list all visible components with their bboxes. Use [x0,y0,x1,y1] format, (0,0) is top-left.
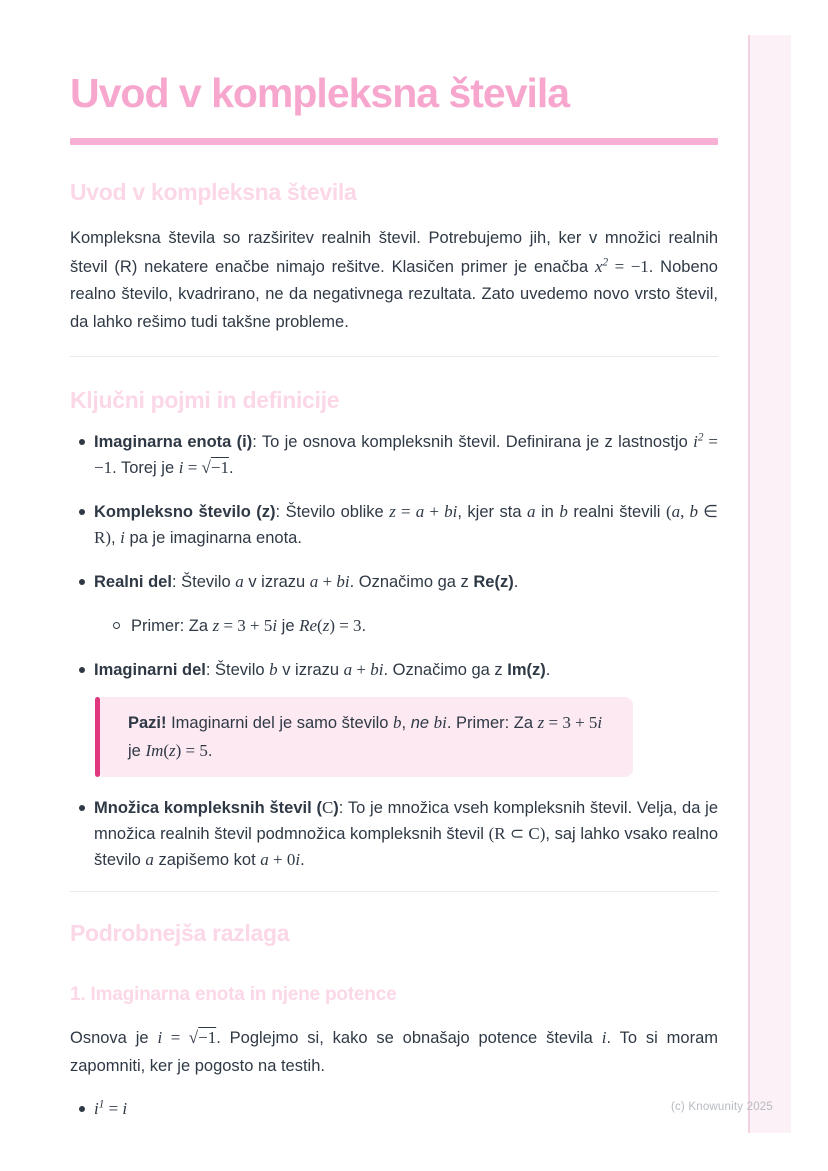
document-content [70,0,718,1122]
list-item-real-part-example: Primer: Za z = 3 + 5i je Re(z) = 3. [113,613,718,639]
list-item-imaginary-part: Imaginarni del: Število b v izrazu a + bi. Označimo ga z Im(z). [70,657,718,683]
side-accent-strip [748,35,791,1133]
concepts-list-continued [70,795,718,873]
footer-copyright: (c) Knowunity 2025 [670,1101,773,1113]
subsection-heading-powers: 1. Imaginarna enota in njene potence [70,984,397,1005]
warning-callout [95,697,633,777]
list-item-i-power-1: $i^1 = i$ [70,1096,718,1122]
list-item-real-part: Realni del: Število a v izrazu a + bi. Označimo ga z Re(z). [70,569,718,595]
intro-paragraph: Kompleksna števila so razširitev realnih števil. Potrebujemo jih, ker v množici realnih števil (R) nekatere enačbe nimajo rešitve. Klasičen primer je enačba $x^2 = -1$. Nobeno realno število, kvadrirano, ne da negativnega rezultata. Zato uvedemo novo vrsto števil, da lahko rešimo tudi takšne probleme. [70,229,718,331]
list-item-complex-set: Množica kompleksnih števil (C): To je množica vseh kompleksnih števil. Velja, da je množica realnih števil podmnožica kompleksnih števil (R ⊂ C), saj lahko vsako realno število a zapišemo kot a + 0i. [70,795,718,873]
section-heading-concepts: Ključni pojmi in definicije [70,387,340,413]
section-divider [70,356,718,357]
example-sublist [113,613,718,639]
sublist-wrapper [70,613,718,639]
details-paragraph: Osnova je i = √−1. Poglejmo si, kako se obnašajo potence števila i. To si moram zapomniti, ker je pogosto na testih. [70,1028,719,1075]
section-divider [70,891,718,892]
list-item-imaginary-unit: Imaginarna enota (i): To je osnova kompleksnih števil. Definirana je z lastnostjo $i^2 = -1$. Torej je i = √−1. [70,429,718,481]
section-heading-details: Podrobnejša razlaga [70,920,290,946]
list-item-complex-number: Kompleksno število (z): Število oblike z = a + bi, kjer sta a in b realni števili (a, b ∈ R), i pa je imaginarna enota. [70,499,718,551]
callout-text: Pazi! Imaginarni del je samo število b, ne bi. Primer: Za z = 3 + 5i je Im(z) = 5. [128,713,603,760]
page-title: Uvod v kompleksna števila [70,70,570,116]
section-heading-intro: Uvod v kompleksna števila [70,179,357,205]
concepts-list [70,429,718,683]
callout-accent-bar [95,697,100,777]
powers-list [70,1096,718,1122]
title-underline-rule [70,138,718,145]
